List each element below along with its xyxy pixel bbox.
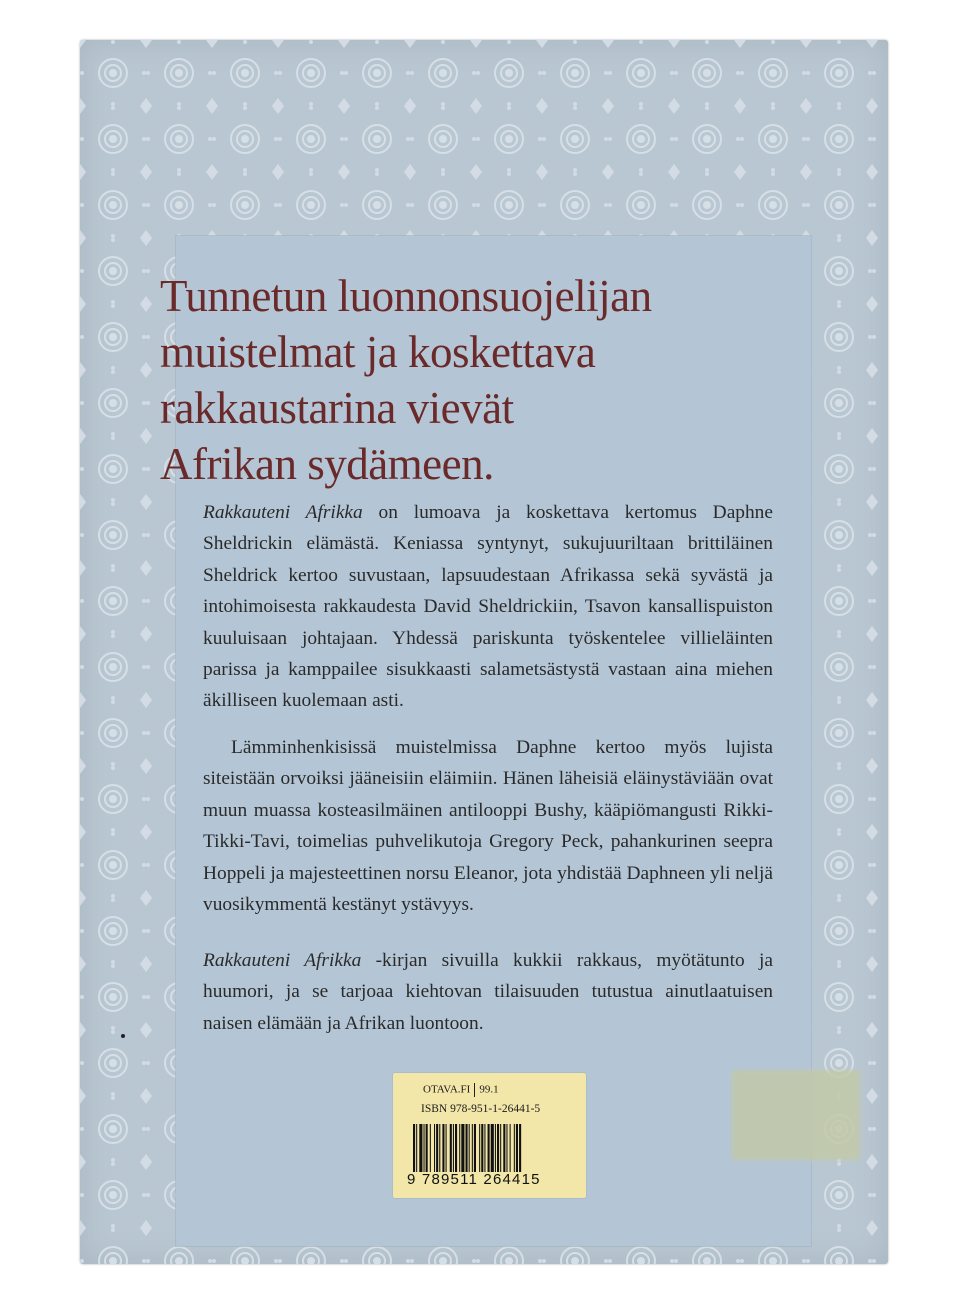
barcode-bar xyxy=(516,1124,518,1172)
barcode-bar xyxy=(481,1124,483,1172)
headline xyxy=(160,268,720,492)
description-paragraph-2 xyxy=(203,732,773,920)
barcode-bar xyxy=(434,1124,435,1172)
headline-line: Afrikan sydämeen. xyxy=(160,439,494,489)
headline-line: muistelmat ja koskettava xyxy=(160,327,596,377)
barcode-bar xyxy=(469,1124,470,1172)
paragraph-text: Lämminhenkisissä muistelmissa Daphne kertoo myös lujista siteistään orvoiksi jääneisiin eläimiin. Hänen läheisiä eläinystäviään ovat muun muassa kosteasilmäinen antilooppi Bushy, kääpiömangusti Rikki-Tikki-Tavi, toimelias puhvelikutoja Gregory Peck, pahankurinen seepra Hoppeli ja majesteettinen norsu Eleanor, jota yhdistää Daphneen yli neljä vuosikymmentä kestänyt ystävyys. xyxy=(203,737,773,916)
description-paragraph-3 xyxy=(203,945,773,1039)
headline-line: Tunnetun luonnonsuojelijan xyxy=(160,271,652,321)
barcode-sticker xyxy=(393,1073,586,1198)
barcode-bar xyxy=(450,1124,452,1172)
publisher-row xyxy=(423,1083,499,1097)
isbn-number: ISBN 978-951-1-26441-5 xyxy=(421,1103,541,1115)
barcode-bar xyxy=(426,1124,428,1172)
publisher-name: OTAVA.FI xyxy=(423,1083,471,1096)
barcode xyxy=(411,1124,571,1172)
class-code: 99.1 xyxy=(479,1083,499,1096)
barcode-bar xyxy=(488,1124,490,1172)
barcode-bar xyxy=(453,1124,454,1172)
paragraph-text: on lumoava ja koskettava kertomus Daphne Sheldrickin elämästä. Keniassa syntynyt, sukujuuriltaan brittiläinen Sheldrick kertoo suvustaan, lapsuudestaan Afrikassa sekä syvästä ja intohimoisesta rakkaudesta David Sheldrickiin, Tsavon kansallispuiston kuuluisaan johtajaan. Yhdessä pariskunta työskentelee villieläinten parissa ja kamppailee sisukkaasti salametsästystä vastaan aina miehen äkilliseen kuolemaan asti. xyxy=(203,502,773,712)
barcode-bar xyxy=(461,1124,464,1172)
barcode-bar xyxy=(430,1124,431,1172)
barcode-digits: 9 789511 264415 xyxy=(407,1171,541,1188)
barcode-bar xyxy=(510,1124,511,1172)
book-title-italic: Rakkauteni Afrikka xyxy=(203,950,362,971)
barcode-bar xyxy=(416,1124,417,1172)
dust-speck xyxy=(121,1034,125,1038)
barcode-bar xyxy=(466,1124,468,1172)
barcode-bar xyxy=(503,1124,505,1172)
barcode-bar xyxy=(495,1124,496,1172)
barcode-bar xyxy=(506,1124,507,1172)
barcode-bar xyxy=(500,1124,501,1172)
sticker-residue xyxy=(732,1070,860,1160)
barcode-bar xyxy=(439,1124,440,1172)
barcode-bar xyxy=(519,1124,521,1172)
book-title-italic: Rakkauteni Afrikka xyxy=(203,502,363,523)
barcode-bar xyxy=(455,1124,457,1172)
barcode-bar xyxy=(497,1124,499,1172)
barcode-bar xyxy=(472,1124,473,1172)
barcode-bar xyxy=(484,1124,485,1172)
headline-line: rakkaustarina vievät xyxy=(160,383,514,433)
barcode-bar xyxy=(479,1124,480,1172)
barcode-bar xyxy=(491,1124,494,1172)
barcode-bar xyxy=(474,1124,476,1172)
barcode-bar xyxy=(424,1124,425,1172)
barcode-bar xyxy=(419,1124,422,1172)
barcode-bar xyxy=(514,1124,515,1172)
barcode-bar xyxy=(442,1124,444,1172)
barcode-bar xyxy=(413,1124,415,1172)
divider xyxy=(474,1083,475,1097)
barcode-bar xyxy=(436,1124,438,1172)
description-paragraph-1 xyxy=(203,497,773,717)
barcode-bar xyxy=(446,1124,447,1172)
paragraph-text: -kirjan sivuilla kukkii rakkaus, myötätunto ja huumori, ja se tarjoaa kiehtovan tilaisuuden tutustua ainutlaatuisen naisen elämään ja Afrikan luontoon. xyxy=(203,950,773,1034)
barcode-bar xyxy=(459,1124,460,1172)
